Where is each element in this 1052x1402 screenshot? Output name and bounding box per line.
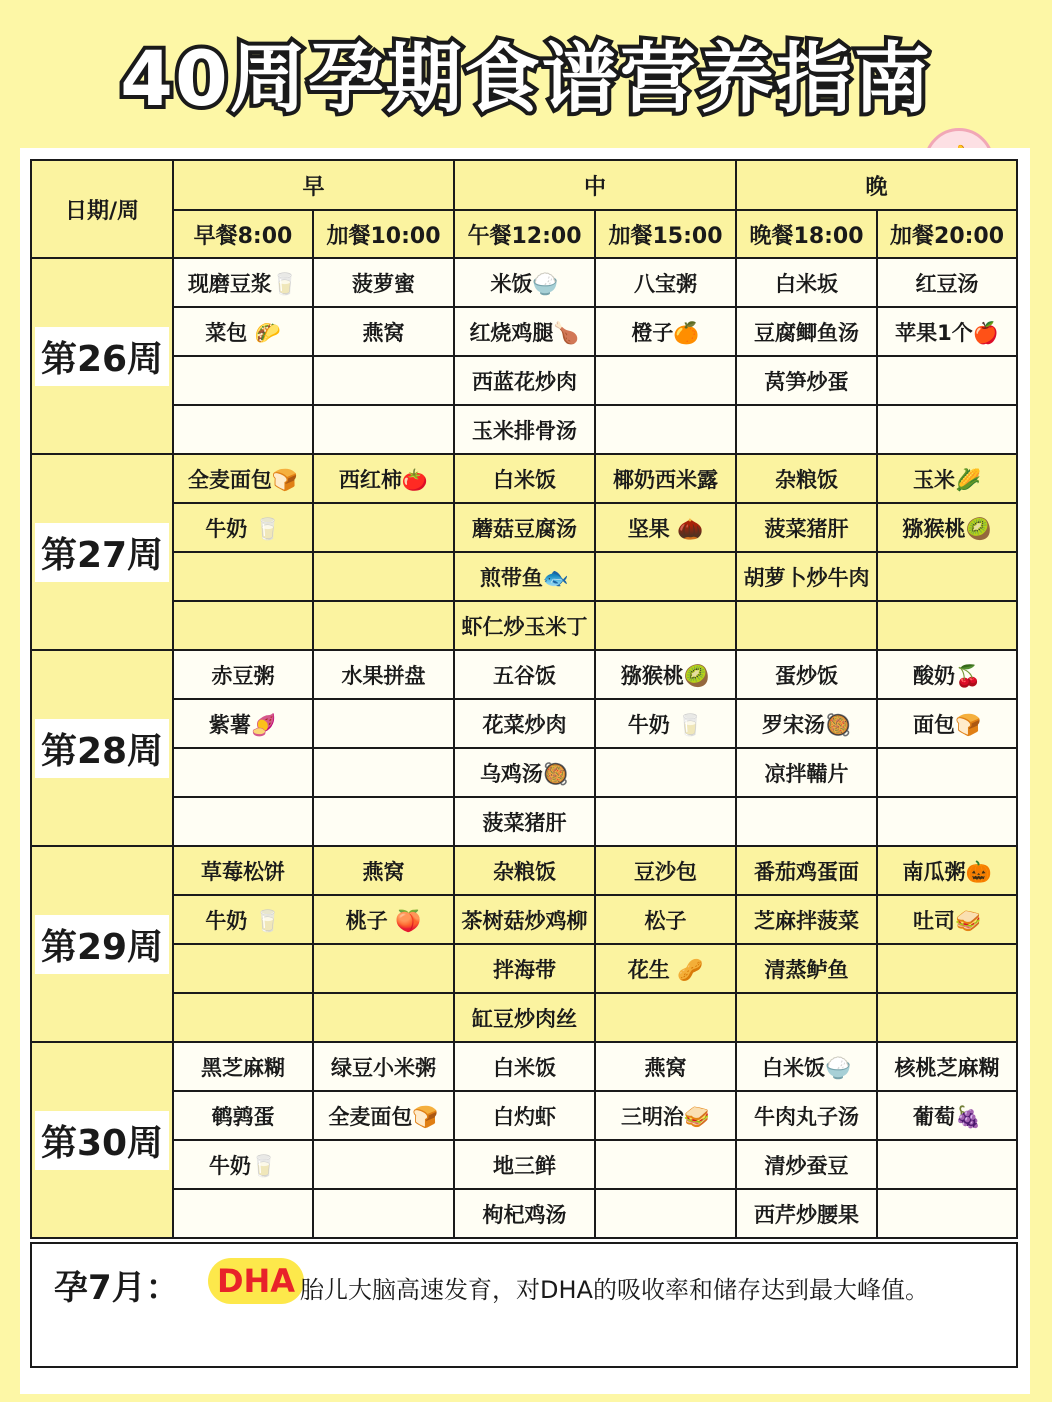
menu-cell: 坚果 🌰 bbox=[595, 503, 736, 552]
menu-cell: 煎带鱼🐟 bbox=[454, 552, 595, 601]
menu-cell: 西红柿🍅 bbox=[313, 454, 454, 503]
menu-cell: 芝麻拌菠菜 bbox=[736, 895, 877, 944]
menu-cell bbox=[595, 356, 736, 405]
week-label-cell bbox=[31, 454, 173, 650]
menu-cell: 地三鲜 bbox=[454, 1140, 595, 1189]
menu-cell bbox=[877, 552, 1017, 601]
menu-cell: 水果拼盘 bbox=[313, 650, 454, 699]
menu-cell bbox=[595, 797, 736, 846]
menu-cell: 白米饭 bbox=[454, 454, 595, 503]
menu-cell: 玉米排骨汤 bbox=[454, 405, 595, 454]
menu-cell: 牛奶 🥛 bbox=[173, 895, 313, 944]
table-row bbox=[31, 748, 1017, 797]
table-row bbox=[31, 307, 1017, 356]
menu-cell: 花生 🥜 bbox=[595, 944, 736, 993]
nutrient-description: 胎儿大脑高速发育，对DHA的吸收率和储存达到最大峰值。 bbox=[300, 1276, 929, 1304]
menu-cell bbox=[173, 797, 313, 846]
menu-cell: 玉米🌽 bbox=[877, 454, 1017, 503]
menu-cell: 清蒸鲈鱼 bbox=[736, 944, 877, 993]
menu-cell: 全麦面包🍞 bbox=[173, 454, 313, 503]
menu-cell bbox=[313, 1140, 454, 1189]
meal-header: 午餐12:00 bbox=[454, 210, 595, 258]
menu-cell: 西芹炒腰果 bbox=[736, 1189, 877, 1238]
table-row bbox=[31, 454, 1017, 503]
week-label-cell bbox=[31, 1042, 173, 1238]
menu-cell bbox=[595, 601, 736, 650]
menu-cell: 绿豆小米粥 bbox=[313, 1042, 454, 1091]
group-header-noon: 中 bbox=[454, 160, 736, 210]
table-row bbox=[31, 552, 1017, 601]
week-label: 第27周 bbox=[35, 523, 169, 582]
menu-cell: 橙子🍊 bbox=[595, 307, 736, 356]
menu-cell: 牛肉丸子汤 bbox=[736, 1091, 877, 1140]
menu-cell: 杂粮饭 bbox=[454, 846, 595, 895]
menu-cell: 五谷饭 bbox=[454, 650, 595, 699]
table-row bbox=[31, 1042, 1017, 1091]
table-row bbox=[31, 405, 1017, 454]
menu-cell: 吐司🥪 bbox=[877, 895, 1017, 944]
menu-cell: 白米坂 bbox=[736, 258, 877, 307]
menu-cell: 燕窝 bbox=[313, 307, 454, 356]
menu-cell bbox=[877, 1140, 1017, 1189]
nutrition-note bbox=[30, 1242, 1018, 1368]
menu-cell: 三明治🥪 bbox=[595, 1091, 736, 1140]
menu-cell bbox=[173, 405, 313, 454]
menu-cell bbox=[877, 797, 1017, 846]
meal-header: 加餐10:00 bbox=[313, 210, 454, 258]
menu-cell: 南瓜粥🎃 bbox=[877, 846, 1017, 895]
menu-cell: 八宝粥 bbox=[595, 258, 736, 307]
menu-cell: 菠菜猪肝 bbox=[454, 797, 595, 846]
table-row bbox=[31, 1189, 1017, 1238]
table-row bbox=[31, 846, 1017, 895]
table-row bbox=[31, 699, 1017, 748]
menu-cell: 番茄鸡蛋面 bbox=[736, 846, 877, 895]
menu-cell: 鹌鹑蛋 bbox=[173, 1091, 313, 1140]
menu-cell bbox=[173, 601, 313, 650]
menu-cell: 红豆汤 bbox=[877, 258, 1017, 307]
menu-cell bbox=[595, 993, 736, 1042]
menu-table bbox=[30, 159, 1018, 1239]
menu-cell bbox=[313, 601, 454, 650]
meal-header: 加餐20:00 bbox=[877, 210, 1017, 258]
menu-cell: 葡萄🍇 bbox=[877, 1091, 1017, 1140]
menu-cell bbox=[877, 1189, 1017, 1238]
week-label: 第30周 bbox=[35, 1111, 169, 1170]
nutrient-badge: DHA bbox=[208, 1258, 304, 1304]
menu-cell bbox=[173, 944, 313, 993]
menu-cell bbox=[736, 797, 877, 846]
menu-cell bbox=[313, 748, 454, 797]
menu-cell bbox=[877, 944, 1017, 993]
menu-cell: 白米饭 bbox=[454, 1042, 595, 1091]
menu-cell: 米饭🍚 bbox=[454, 258, 595, 307]
table-row bbox=[31, 993, 1017, 1042]
menu-cell: 燕窝 bbox=[595, 1042, 736, 1091]
menu-cell: 豆沙包 bbox=[595, 846, 736, 895]
menu-cell: 西蓝花炒肉 bbox=[454, 356, 595, 405]
date-week-header: 日期/周 bbox=[31, 160, 173, 258]
table-row bbox=[31, 895, 1017, 944]
menu-cell: 拌海带 bbox=[454, 944, 595, 993]
menu-cell: 紫薯🍠 bbox=[173, 699, 313, 748]
menu-cell: 草莓松饼 bbox=[173, 846, 313, 895]
menu-cell: 罗宋汤🥘 bbox=[736, 699, 877, 748]
menu-cell: 缸豆炒肉丝 bbox=[454, 993, 595, 1042]
menu-cell: 胡萝卜炒牛肉 bbox=[736, 552, 877, 601]
meal-header: 早餐8:00 bbox=[173, 210, 313, 258]
menu-cell: 桃子 🍑 bbox=[313, 895, 454, 944]
menu-cell: 莴笋炒蛋 bbox=[736, 356, 877, 405]
month-label: 孕7月： bbox=[54, 1268, 180, 1308]
menu-cell: 酸奶🍒 bbox=[877, 650, 1017, 699]
menu-cell: 牛奶🥛 bbox=[173, 1140, 313, 1189]
menu-cell bbox=[595, 1189, 736, 1238]
week-label-cell bbox=[31, 258, 173, 454]
menu-cell: 凉拌鞴片 bbox=[736, 748, 877, 797]
menu-cell: 茶树菇炒鸡柳 bbox=[454, 895, 595, 944]
menu-cell bbox=[173, 1189, 313, 1238]
menu-cell: 杂粮饭 bbox=[736, 454, 877, 503]
menu-cell: 黑芝麻糊 bbox=[173, 1042, 313, 1091]
group-header-morning: 早 bbox=[173, 160, 454, 210]
week-label-cell bbox=[31, 846, 173, 1042]
menu-cell: 枸杞鸡汤 bbox=[454, 1189, 595, 1238]
menu-cell: 赤豆粥 bbox=[173, 650, 313, 699]
table-row bbox=[31, 503, 1017, 552]
week-label-cell bbox=[31, 650, 173, 846]
table-row bbox=[31, 944, 1017, 993]
menu-cell bbox=[313, 405, 454, 454]
menu-cell bbox=[877, 993, 1017, 1042]
menu-cell: 现磨豆浆🥛 bbox=[173, 258, 313, 307]
menu-cell: 猕猴桃🥝 bbox=[595, 650, 736, 699]
menu-cell bbox=[595, 748, 736, 797]
menu-cell: 花菜炒肉 bbox=[454, 699, 595, 748]
menu-cell: 蛋炒饭 bbox=[736, 650, 877, 699]
menu-cell: 牛奶 🥛 bbox=[595, 699, 736, 748]
meal-header: 加餐15:00 bbox=[595, 210, 736, 258]
menu-cell bbox=[313, 1189, 454, 1238]
table-row bbox=[31, 258, 1017, 307]
menu-cell: 猕猴桃🥝 bbox=[877, 503, 1017, 552]
menu-cell bbox=[877, 748, 1017, 797]
week-label: 第26周 bbox=[35, 327, 169, 386]
menu-cell: 牛奶 🥛 bbox=[173, 503, 313, 552]
menu-cell: 虾仁炒玉米丁 bbox=[454, 601, 595, 650]
menu-cell bbox=[877, 405, 1017, 454]
menu-cell bbox=[173, 552, 313, 601]
menu-cell bbox=[313, 552, 454, 601]
menu-cell: 松子 bbox=[595, 895, 736, 944]
menu-cell: 面包🍞 bbox=[877, 699, 1017, 748]
menu-cell: 红烧鸡腿🍗 bbox=[454, 307, 595, 356]
menu-cell bbox=[313, 699, 454, 748]
menu-cell bbox=[595, 405, 736, 454]
menu-cell: 椰奶西米露 bbox=[595, 454, 736, 503]
menu-cell bbox=[173, 993, 313, 1042]
menu-cell: 菠菜猪肝 bbox=[736, 503, 877, 552]
menu-cell bbox=[313, 797, 454, 846]
page-title: 40周孕期食谱营养指南 bbox=[120, 34, 932, 123]
menu-cell bbox=[313, 993, 454, 1042]
menu-cell bbox=[313, 944, 454, 993]
table-row bbox=[31, 650, 1017, 699]
menu-cell: 菜包 🌮 bbox=[173, 307, 313, 356]
menu-cell: 苹果1个🍎 bbox=[877, 307, 1017, 356]
menu-cell bbox=[877, 601, 1017, 650]
menu-cell bbox=[877, 356, 1017, 405]
table-row bbox=[31, 601, 1017, 650]
menu-cell: 菠萝蜜 bbox=[313, 258, 454, 307]
menu-cell: 全麦面包🍞 bbox=[313, 1091, 454, 1140]
menu-cell: 核桃芝麻糊 bbox=[877, 1042, 1017, 1091]
menu-cell: 豆腐鲫鱼汤 bbox=[736, 307, 877, 356]
menu-cell bbox=[173, 748, 313, 797]
menu-cell bbox=[313, 356, 454, 405]
menu-cell: 白米饭🍚 bbox=[736, 1042, 877, 1091]
table-row bbox=[31, 1091, 1017, 1140]
menu-cell bbox=[313, 503, 454, 552]
group-header-evening: 晚 bbox=[736, 160, 1017, 210]
meal-header: 晚餐18:00 bbox=[736, 210, 877, 258]
menu-cell bbox=[595, 552, 736, 601]
menu-cell: 燕窝 bbox=[313, 846, 454, 895]
menu-cell bbox=[736, 601, 877, 650]
menu-cell bbox=[173, 356, 313, 405]
menu-cell: 清炒蚕豆 bbox=[736, 1140, 877, 1189]
table-row bbox=[31, 797, 1017, 846]
menu-cell: 蘑菇豆腐汤 bbox=[454, 503, 595, 552]
menu-cell: 白灼虾 bbox=[454, 1091, 595, 1140]
table-row bbox=[31, 1140, 1017, 1189]
week-label: 第28周 bbox=[35, 719, 169, 778]
menu-cell bbox=[736, 993, 877, 1042]
table-row bbox=[31, 356, 1017, 405]
menu-cell bbox=[736, 405, 877, 454]
menu-cell bbox=[595, 1140, 736, 1189]
menu-cell: 乌鸡汤🥘 bbox=[454, 748, 595, 797]
week-label: 第29周 bbox=[35, 915, 169, 974]
